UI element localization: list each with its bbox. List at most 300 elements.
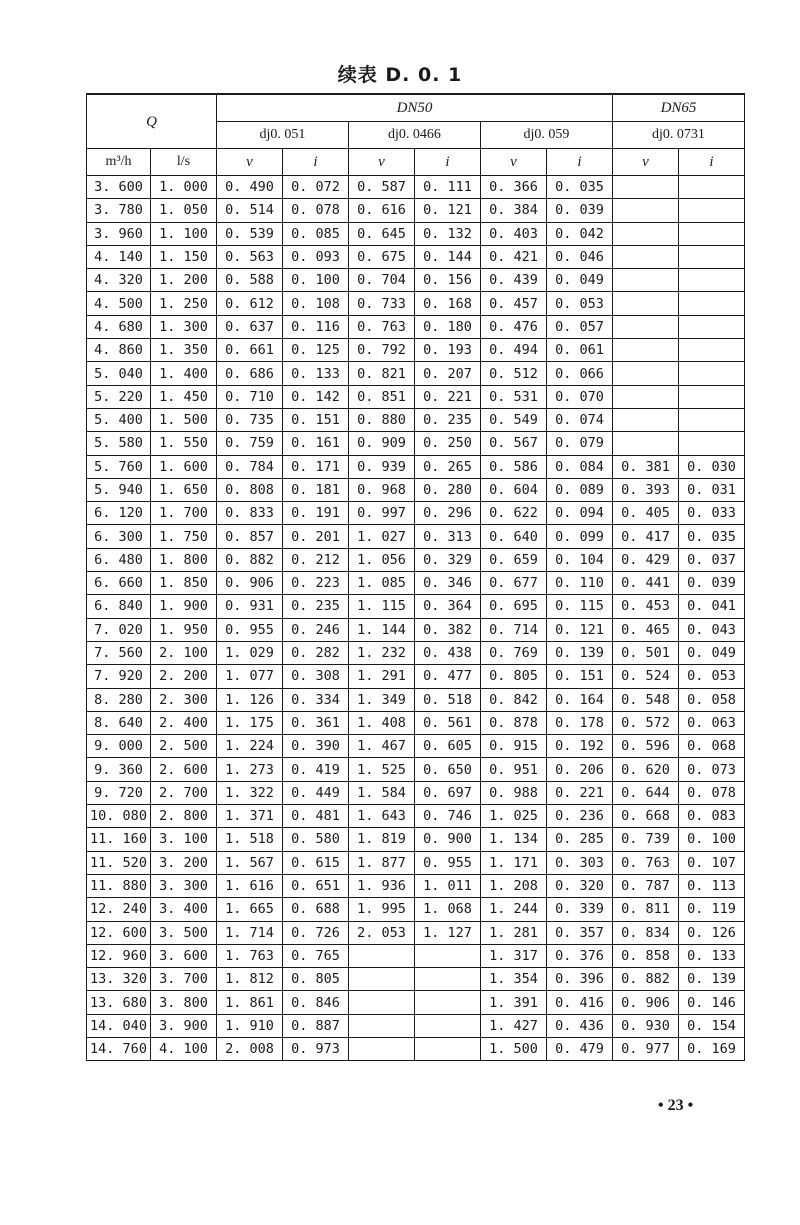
table-cell: 0. 586 <box>481 455 547 478</box>
header-diameter-2: dj0. 0466 <box>349 122 481 149</box>
table-cell: 0. 235 <box>415 408 481 431</box>
table-cell: 0. 906 <box>613 991 679 1014</box>
table-cell: 1. 500 <box>151 408 217 431</box>
table-cell: 0. 441 <box>613 572 679 595</box>
table-cell: 0. 710 <box>217 385 283 408</box>
table-cell: 1. 027 <box>349 525 415 548</box>
table-cell: 10. 080 <box>87 805 151 828</box>
table-cell: 0. 620 <box>613 758 679 781</box>
table-cell: 1. 354 <box>481 968 547 991</box>
table-cell: 0. 561 <box>415 711 481 734</box>
table-cell: 0. 650 <box>415 758 481 781</box>
table-cell: 0. 604 <box>481 478 547 501</box>
table-cell: 0. 144 <box>415 245 481 268</box>
table-cell <box>613 362 679 385</box>
table-cell: 1. 584 <box>349 781 415 804</box>
table-cell: 0. 951 <box>481 758 547 781</box>
table-cell <box>349 968 415 991</box>
table-cell: 0. 405 <box>613 502 679 525</box>
table-cell: 0. 094 <box>547 502 613 525</box>
table-cell: 0. 221 <box>415 385 481 408</box>
table-cell: 1. 011 <box>415 874 481 897</box>
table-cell <box>679 432 745 455</box>
table-cell: 0. 099 <box>547 525 613 548</box>
table-cell: 0. 765 <box>283 944 349 967</box>
table-cell <box>349 944 415 967</box>
table-cell: 0. 115 <box>547 595 613 618</box>
table-cell <box>613 199 679 222</box>
table-cell: 0. 085 <box>283 222 349 245</box>
table-cell <box>679 199 745 222</box>
table-cell: 1. 232 <box>349 641 415 664</box>
table-cell: 0. 481 <box>283 805 349 828</box>
table-cell: 0. 605 <box>415 735 481 758</box>
table-cell: 6. 300 <box>87 525 151 548</box>
table-cell: 0. 811 <box>613 898 679 921</box>
table-row <box>87 1037 745 1060</box>
table-cell <box>415 991 481 1014</box>
table-cell: 0. 361 <box>283 711 349 734</box>
table-cell: 0. 915 <box>481 735 547 758</box>
table-cell: 0. 453 <box>613 595 679 618</box>
header-diameter-1: dj0. 051 <box>217 122 349 149</box>
table-cell: 0. 207 <box>415 362 481 385</box>
table-cell: 0. 882 <box>613 968 679 991</box>
table-cell: 9. 360 <box>87 758 151 781</box>
table-cell: 0. 041 <box>679 595 745 618</box>
table-cell: 1. 085 <box>349 572 415 595</box>
table-cell: 1. 391 <box>481 991 547 1014</box>
table-row <box>87 711 745 734</box>
table-cell: 0. 039 <box>679 572 745 595</box>
table-cell: 11. 160 <box>87 828 151 851</box>
table-cell: 0. 181 <box>283 478 349 501</box>
table-cell: 2. 500 <box>151 735 217 758</box>
table-row <box>87 199 745 222</box>
table-cell: 0. 132 <box>415 222 481 245</box>
table-cell: 0. 417 <box>613 525 679 548</box>
table-cell: 0. 878 <box>481 711 547 734</box>
table-cell: 1. 150 <box>151 245 217 268</box>
table-cell <box>613 245 679 268</box>
table-cell: 1. 700 <box>151 502 217 525</box>
table-cell: 0. 846 <box>283 991 349 1014</box>
table-cell: 1. 025 <box>481 805 547 828</box>
table-cell: 9. 000 <box>87 735 151 758</box>
table-cell: 2. 400 <box>151 711 217 734</box>
table-cell: 0. 882 <box>217 548 283 571</box>
table-cell: 1. 371 <box>217 805 283 828</box>
table-cell <box>613 176 679 199</box>
table-cell: 0. 161 <box>283 432 349 455</box>
table-cell: 0. 805 <box>481 665 547 688</box>
table-cell: 0. 955 <box>217 618 283 641</box>
table-cell: 0. 792 <box>349 339 415 362</box>
header-q: Q <box>87 94 217 149</box>
table-cell: 0. 735 <box>217 408 283 431</box>
table-cell: 0. 303 <box>547 851 613 874</box>
table-cell: 1. 995 <box>349 898 415 921</box>
table-cell: 0. 457 <box>481 292 547 315</box>
table-cell: 1. 144 <box>349 618 415 641</box>
table-cell: 0. 133 <box>679 944 745 967</box>
table-row <box>87 851 745 874</box>
table-cell: 1. 134 <box>481 828 547 851</box>
table-cell: 2. 008 <box>217 1037 283 1060</box>
table-cell: 0. 988 <box>481 781 547 804</box>
table-cell: 0. 139 <box>547 641 613 664</box>
table-cell <box>349 1037 415 1060</box>
table-cell: 0. 900 <box>415 828 481 851</box>
table-cell: 0. 366 <box>481 176 547 199</box>
table-cell: 2. 800 <box>151 805 217 828</box>
table-cell: 0. 078 <box>679 781 745 804</box>
page-title: 续表 D. 0. 1 <box>337 64 463 86</box>
table-cell <box>679 176 745 199</box>
table-cell: 0. 169 <box>679 1037 745 1060</box>
table-cell: 0. 043 <box>679 618 745 641</box>
table-cell: 0. 084 <box>547 455 613 478</box>
table-cell: 0. 053 <box>679 665 745 688</box>
table-cell: 3. 900 <box>151 1014 217 1037</box>
table-cell: 0. 479 <box>547 1037 613 1060</box>
header-v: v <box>481 149 547 176</box>
table-cell: 8. 640 <box>87 711 151 734</box>
table-cell: 1. 567 <box>217 851 283 874</box>
table-cell: 0. 070 <box>547 385 613 408</box>
table-cell: 0. 049 <box>679 641 745 664</box>
table-cell: 1. 068 <box>415 898 481 921</box>
header-i: i <box>547 149 613 176</box>
table-cell <box>679 269 745 292</box>
table-cell: 6. 120 <box>87 502 151 525</box>
table-cell: 3. 780 <box>87 199 151 222</box>
table-cell: 0. 438 <box>415 641 481 664</box>
table-cell: 0. 192 <box>547 735 613 758</box>
table-cell: 0. 193 <box>415 339 481 362</box>
table-cell: 0. 677 <box>481 572 547 595</box>
table-cell: 1. 322 <box>217 781 283 804</box>
table-cell: 0. 787 <box>613 874 679 897</box>
table-cell: 0. 039 <box>547 199 613 222</box>
table-row <box>87 339 745 362</box>
table-cell: 0. 784 <box>217 455 283 478</box>
table-cell: 1. 350 <box>151 339 217 362</box>
table-cell: 4. 140 <box>87 245 151 268</box>
table-cell <box>415 968 481 991</box>
table-cell: 0. 206 <box>547 758 613 781</box>
table-cell: 0. 637 <box>217 315 283 338</box>
table-cell: 0. 997 <box>349 502 415 525</box>
table-cell: 0. 821 <box>349 362 415 385</box>
header-unit-ls: l/s <box>151 149 217 176</box>
table-row <box>87 828 745 851</box>
table-cell: 0. 346 <box>415 572 481 595</box>
table-cell: 1. 600 <box>151 455 217 478</box>
table-cell: 1. 200 <box>151 269 217 292</box>
table-cell: 0. 439 <box>481 269 547 292</box>
table-cell: 0. 280 <box>415 478 481 501</box>
table-cell: 1. 100 <box>151 222 217 245</box>
table-cell: 1. 250 <box>151 292 217 315</box>
table-cell: 3. 800 <box>151 991 217 1014</box>
table-cell: 0. 063 <box>679 711 745 734</box>
table-cell: 12. 600 <box>87 921 151 944</box>
table-row <box>87 991 745 1014</box>
table-cell: 0. 108 <box>283 292 349 315</box>
table-cell: 0. 364 <box>415 595 481 618</box>
table-cell: 0. 390 <box>283 735 349 758</box>
header-diameter-4: dj0. 0731 <box>613 122 745 149</box>
table-cell: 0. 739 <box>613 828 679 851</box>
table-cell: 0. 746 <box>415 805 481 828</box>
table-cell: 12. 960 <box>87 944 151 967</box>
table-cell: 0. 125 <box>283 339 349 362</box>
table-row <box>87 478 745 501</box>
table-cell: 0. 548 <box>613 688 679 711</box>
table-cell: 0. 212 <box>283 548 349 571</box>
table-cell: 3. 700 <box>151 968 217 991</box>
table-cell: 0. 645 <box>349 222 415 245</box>
table-cell: 0. 887 <box>283 1014 349 1037</box>
table-row <box>87 898 745 921</box>
table-cell: 0. 416 <box>547 991 613 1014</box>
table-cell: 0. 490 <box>217 176 283 199</box>
table-cell: 0. 357 <box>547 921 613 944</box>
table-cell: 0. 285 <box>547 828 613 851</box>
table-cell: 1. 714 <box>217 921 283 944</box>
table-cell: 0. 733 <box>349 292 415 315</box>
table-row <box>87 944 745 967</box>
table-cell: 0. 113 <box>679 874 745 897</box>
table-cell: 1. 500 <box>481 1037 547 1060</box>
table-cell: 1. 616 <box>217 874 283 897</box>
table-cell: 1. 273 <box>217 758 283 781</box>
table-cell: 0. 334 <box>283 688 349 711</box>
table-cell: 7. 920 <box>87 665 151 688</box>
table-cell: 0. 580 <box>283 828 349 851</box>
table-cell: 1. 281 <box>481 921 547 944</box>
table-header <box>87 94 745 176</box>
table-cell: 0. 381 <box>613 455 679 478</box>
table-cell: 1. 349 <box>349 688 415 711</box>
table-cell: 1. 126 <box>217 688 283 711</box>
table-cell: 0. 622 <box>481 502 547 525</box>
table-cell: 0. 531 <box>481 385 547 408</box>
table-row <box>87 315 745 338</box>
table-cell: 5. 400 <box>87 408 151 431</box>
table-cell: 0. 714 <box>481 618 547 641</box>
table-cell: 3. 600 <box>151 944 217 967</box>
table-cell <box>679 222 745 245</box>
table-row <box>87 758 745 781</box>
header-unit-m3h: m³/h <box>87 149 151 176</box>
header-v: v <box>217 149 283 176</box>
table-cell: 0. 171 <box>283 455 349 478</box>
table-cell: 1. 550 <box>151 432 217 455</box>
table-cell: 1. 850 <box>151 572 217 595</box>
table-cell: 1. 900 <box>151 595 217 618</box>
table-cell: 3. 400 <box>151 898 217 921</box>
table-row <box>87 921 745 944</box>
table-cell: 1. 291 <box>349 665 415 688</box>
table-cell: 4. 860 <box>87 339 151 362</box>
table-row <box>87 408 745 431</box>
table-cell <box>613 339 679 362</box>
table-cell: 3. 500 <box>151 921 217 944</box>
table-cell: 6. 480 <box>87 548 151 571</box>
table-cell: 1. 208 <box>481 874 547 897</box>
table-cell: 0. 977 <box>613 1037 679 1060</box>
table-cell: 0. 223 <box>283 572 349 595</box>
table-cell: 1. 427 <box>481 1014 547 1037</box>
table-cell: 0. 842 <box>481 688 547 711</box>
table-cell: 0. 384 <box>481 199 547 222</box>
table-cell: 2. 200 <box>151 665 217 688</box>
table-cell: 0. 572 <box>613 711 679 734</box>
table-cell: 0. 073 <box>679 758 745 781</box>
table-cell: 3. 600 <box>87 176 151 199</box>
table-cell: 9. 720 <box>87 781 151 804</box>
table-cell: 1. 643 <box>349 805 415 828</box>
table-cell <box>679 385 745 408</box>
table-cell: 0. 035 <box>679 525 745 548</box>
header-v: v <box>613 149 679 176</box>
table-cell: 0. 133 <box>283 362 349 385</box>
header-dn50: DN50 <box>217 94 613 122</box>
table-cell: 2. 600 <box>151 758 217 781</box>
table-cell: 11. 520 <box>87 851 151 874</box>
table-cell: 1. 400 <box>151 362 217 385</box>
table-cell: 0. 909 <box>349 432 415 455</box>
header-v: v <box>349 149 415 176</box>
table-cell: 0. 046 <box>547 245 613 268</box>
table-cell: 1. 910 <box>217 1014 283 1037</box>
table-cell: 5. 940 <box>87 478 151 501</box>
table-cell: 1. 950 <box>151 618 217 641</box>
table-cell: 0. 403 <box>481 222 547 245</box>
table-cell: 3. 300 <box>151 874 217 897</box>
table-cell: 0. 616 <box>349 199 415 222</box>
table-cell: 1. 175 <box>217 711 283 734</box>
table-cell <box>679 362 745 385</box>
table-cell: 0. 116 <box>283 315 349 338</box>
table-cell: 0. 104 <box>547 548 613 571</box>
table-row <box>87 874 745 897</box>
table-cell: 0. 955 <box>415 851 481 874</box>
table-cell: 0. 968 <box>349 478 415 501</box>
table-cell: 0. 201 <box>283 525 349 548</box>
table-cell: 13. 320 <box>87 968 151 991</box>
table-cell: 1. 317 <box>481 944 547 967</box>
table-cell <box>613 315 679 338</box>
table-cell: 0. 834 <box>613 921 679 944</box>
table-row <box>87 432 745 455</box>
table-cell <box>679 339 745 362</box>
table-cell: 5. 040 <box>87 362 151 385</box>
table-cell: 0. 382 <box>415 618 481 641</box>
table-cell: 0. 061 <box>547 339 613 362</box>
table-cell: 0. 033 <box>679 502 745 525</box>
table-cell: 0. 518 <box>415 688 481 711</box>
table-cell: 0. 111 <box>415 176 481 199</box>
table-cell: 0. 931 <box>217 595 283 618</box>
table-cell: 0. 563 <box>217 245 283 268</box>
table-cell: 0. 688 <box>283 898 349 921</box>
table-cell: 3. 100 <box>151 828 217 851</box>
table-cell: 0. 539 <box>217 222 283 245</box>
table-cell: 0. 857 <box>217 525 283 548</box>
table-row <box>87 385 745 408</box>
table-cell: 0. 587 <box>349 176 415 199</box>
table-cell: 0. 156 <box>415 269 481 292</box>
table-cell: 0. 083 <box>679 805 745 828</box>
table-cell: 14. 760 <box>87 1037 151 1060</box>
table-row <box>87 502 745 525</box>
table-cell: 1. 029 <box>217 641 283 664</box>
table-cell: 1. 171 <box>481 851 547 874</box>
table-cell <box>613 222 679 245</box>
table-row <box>87 455 745 478</box>
table-cell: 0. 119 <box>679 898 745 921</box>
table-cell: 0. 053 <box>547 292 613 315</box>
table-cell: 12. 240 <box>87 898 151 921</box>
table-cell: 1. 115 <box>349 595 415 618</box>
table-cell: 0. 612 <box>217 292 283 315</box>
table-cell: 0. 221 <box>547 781 613 804</box>
table-cell: 2. 700 <box>151 781 217 804</box>
table-cell: 0. 236 <box>547 805 613 828</box>
table-cell: 0. 126 <box>679 921 745 944</box>
table-cell: 0. 514 <box>217 199 283 222</box>
table-cell: 0. 393 <box>613 478 679 501</box>
table-cell: 7. 020 <box>87 618 151 641</box>
table-cell: 0. 695 <box>481 595 547 618</box>
table-row <box>87 548 745 571</box>
table-cell: 0. 164 <box>547 688 613 711</box>
table-row <box>87 688 745 711</box>
table-cell: 2. 053 <box>349 921 415 944</box>
table-cell: 5. 760 <box>87 455 151 478</box>
table-cell: 0. 661 <box>217 339 283 362</box>
hydraulic-table <box>86 93 745 1061</box>
table-cell: 0. 058 <box>679 688 745 711</box>
table-cell: 2. 100 <box>151 641 217 664</box>
table-cell: 0. 419 <box>283 758 349 781</box>
table-cell: 1. 819 <box>349 828 415 851</box>
table-cell: 0. 074 <box>547 408 613 431</box>
table-cell: 1. 861 <box>217 991 283 1014</box>
table-cell: 5. 220 <box>87 385 151 408</box>
table-cell: 8. 280 <box>87 688 151 711</box>
table-cell: 0. 068 <box>679 735 745 758</box>
table-body <box>87 176 745 1061</box>
header-i: i <box>283 149 349 176</box>
table-cell: 1. 750 <box>151 525 217 548</box>
table-cell <box>613 432 679 455</box>
header-i: i <box>415 149 481 176</box>
table-cell: 0. 191 <box>283 502 349 525</box>
table-cell: 0. 037 <box>679 548 745 571</box>
table-cell: 1. 300 <box>151 315 217 338</box>
table-cell: 0. 066 <box>547 362 613 385</box>
table-cell: 0. 858 <box>613 944 679 967</box>
table-row <box>87 362 745 385</box>
table-row <box>87 176 745 199</box>
table-cell: 1. 936 <box>349 874 415 897</box>
table-cell: 3. 960 <box>87 222 151 245</box>
table-cell: 1. 467 <box>349 735 415 758</box>
